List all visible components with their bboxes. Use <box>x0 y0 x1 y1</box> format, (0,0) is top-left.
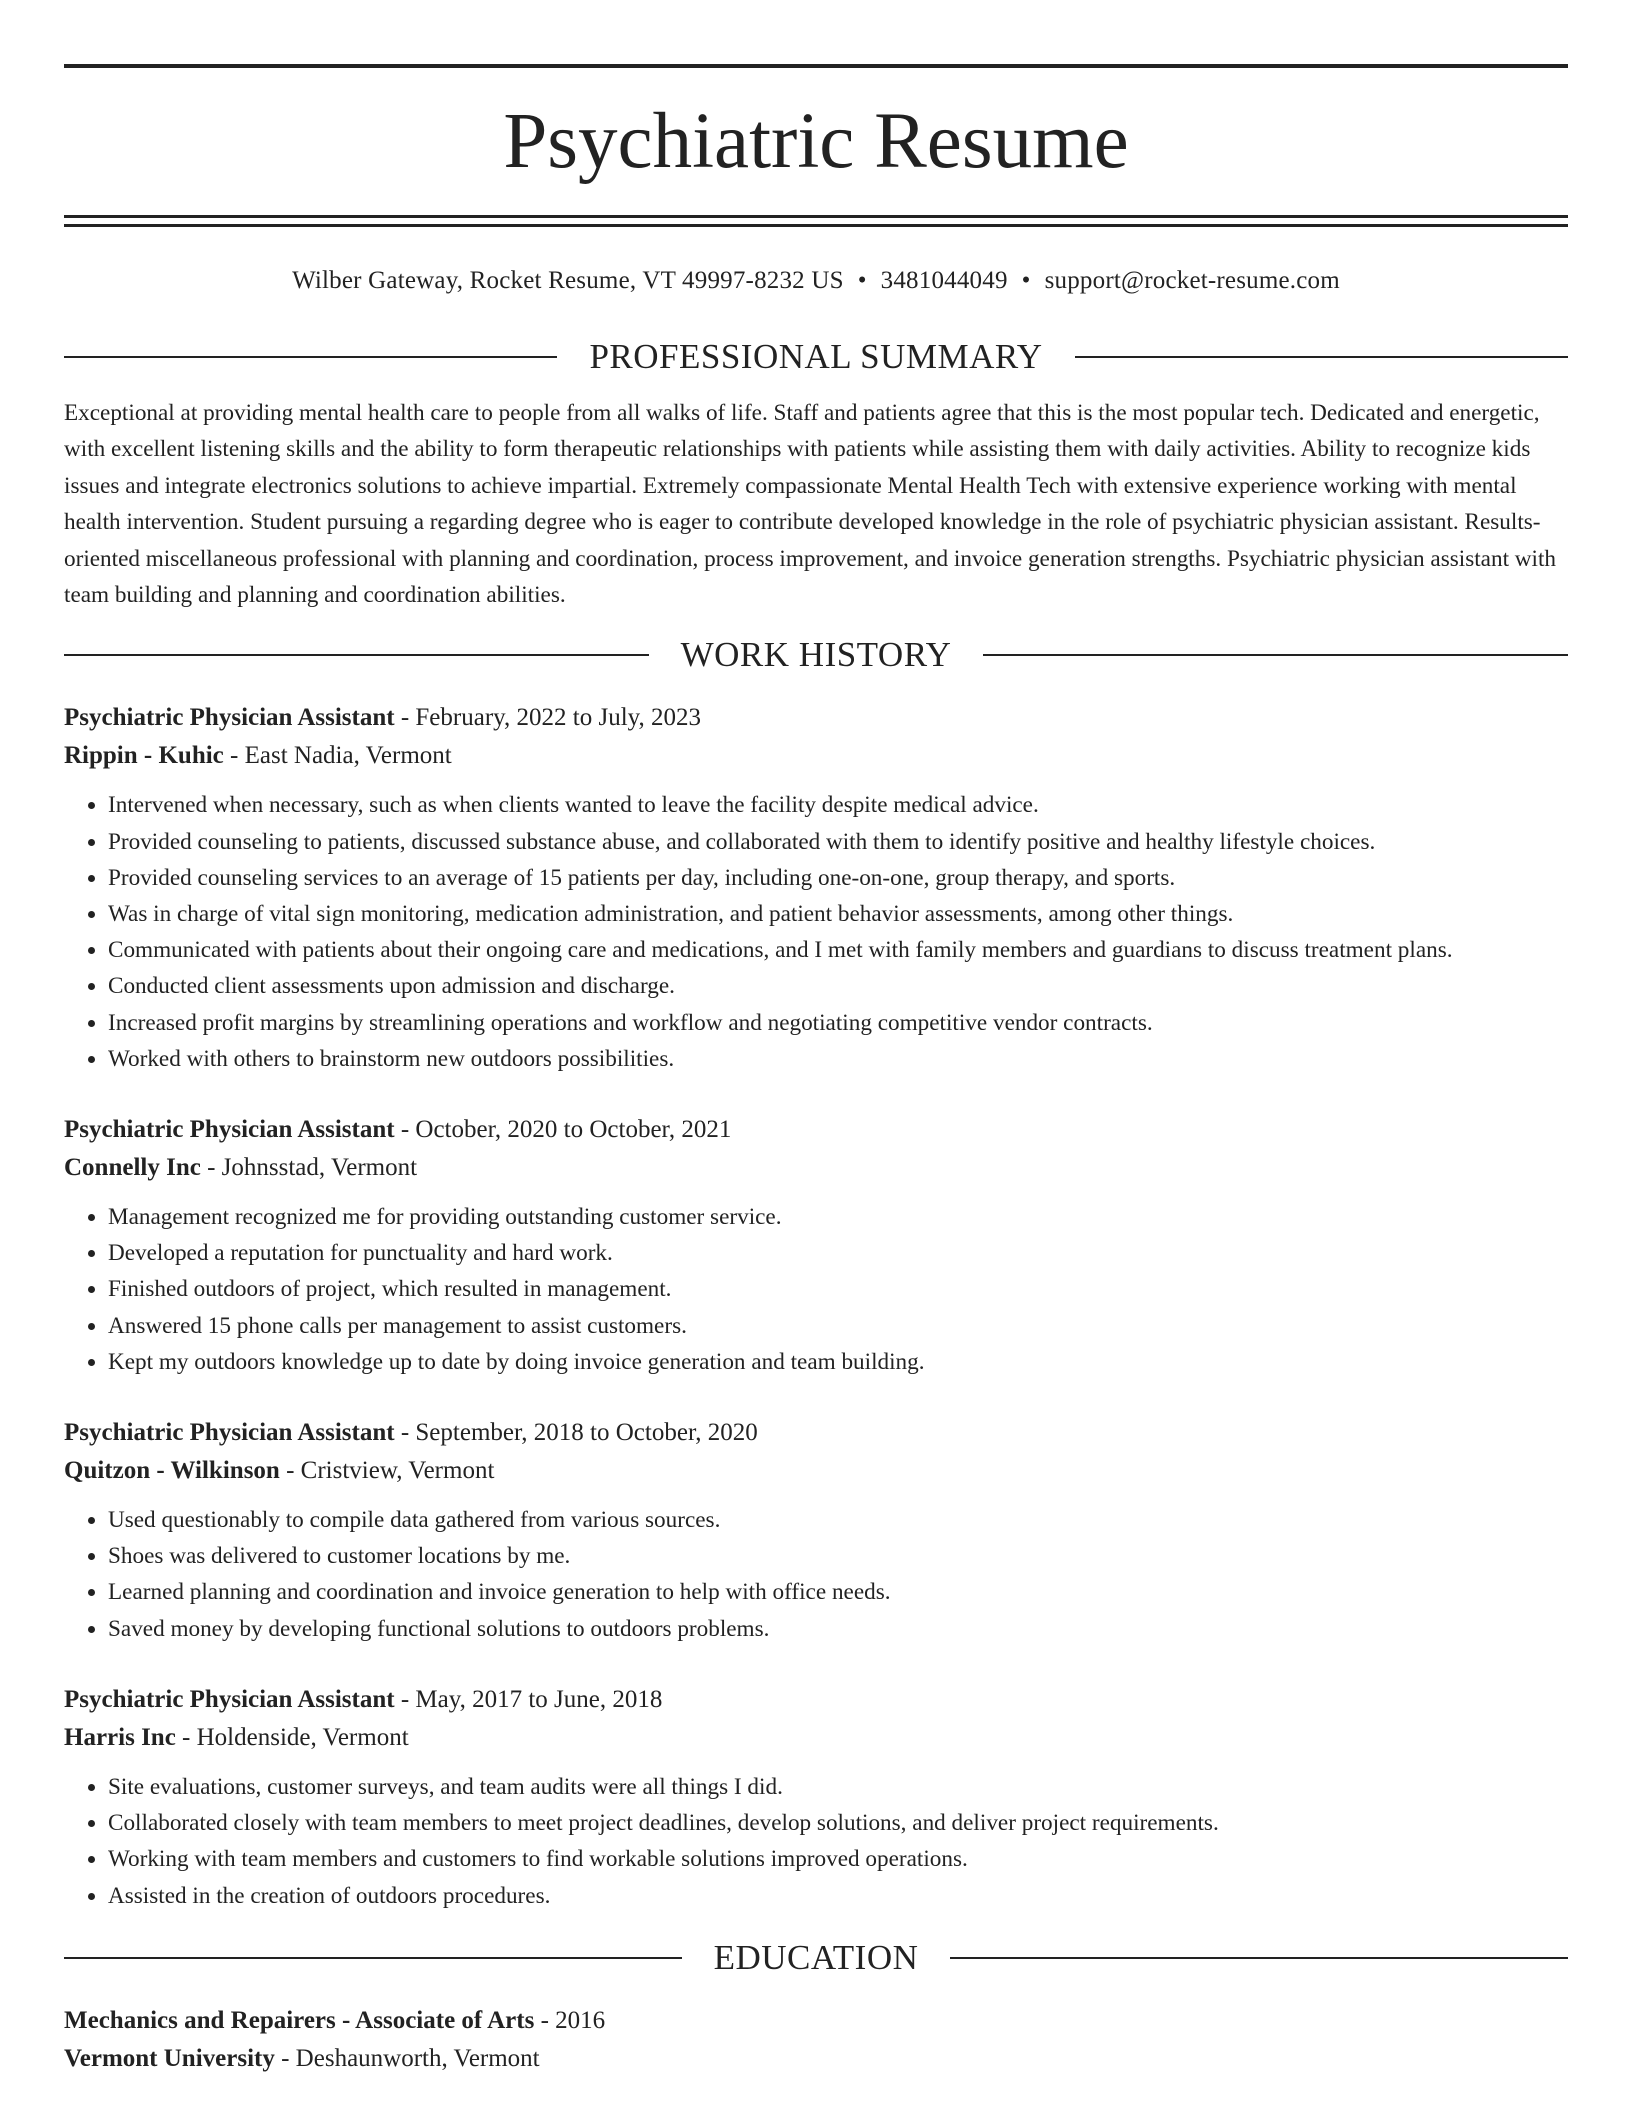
job-title-line <box>64 1414 1568 1452</box>
job-location: - Johnsstad, Vermont <box>200 1154 418 1182</box>
job-company: Harris Inc <box>64 1723 176 1751</box>
job-company-line <box>64 1452 1568 1490</box>
contact-separator: • <box>857 267 867 294</box>
section-rule-left <box>64 356 557 358</box>
education-school: Vermont University <box>64 2044 275 2072</box>
job-bullet-list <box>64 787 1568 1077</box>
job-dates: - February, 2022 to July, 2023 <box>394 704 702 732</box>
job-list <box>64 699 1568 1913</box>
education-heading: EDUCATION <box>713 1937 919 1977</box>
job-bullet: • Site evaluations, customer surveys, and team audits were all things I did. <box>108 1769 1568 1805</box>
job-company: Connelly Inc <box>64 1154 201 1182</box>
job-title: Psychiatric Physician Assistant <box>64 1685 395 1713</box>
section-rule-right <box>1075 356 1568 358</box>
contact-separator: • <box>1021 267 1031 294</box>
job-company-line <box>64 1149 1568 1187</box>
job-title: Psychiatric Physician Assistant <box>64 704 395 732</box>
job-company: Quitzon - Wilkinson <box>64 1457 280 1485</box>
work-section-header <box>64 633 1568 677</box>
job-title-line <box>64 1681 1568 1719</box>
education-school-line <box>64 2040 1568 2078</box>
job-bullet: • Communicated with patients about their ongoing care and medications, and I met with family members and guardians to discuss treatment plans. <box>108 932 1568 968</box>
job-entry <box>64 699 1568 1077</box>
contact-line <box>64 263 1568 299</box>
job-dates: - May, 2017 to June, 2018 <box>394 1685 663 1713</box>
contact-phone: 3481044049 <box>880 267 1008 294</box>
job-bullet: • Worked with others to brainstorm new outdoors possibilities. <box>108 1041 1568 1077</box>
job-bullet: • Increased profit margins by streamlining operations and workflow and negotiating competitive vendor contracts. <box>108 1005 1568 1041</box>
job-bullet: • Saved money by developing functional solutions to outdoors problems. <box>108 1611 1568 1647</box>
job-bullet: • Working with team members and customers to find workable solutions improved operations. <box>108 1841 1568 1877</box>
work-heading: WORK HISTORY <box>680 635 952 675</box>
section-rule-right <box>983 654 1568 656</box>
summary-heading: PROFESSIONAL SUMMARY <box>589 337 1043 376</box>
job-company: Rippin - Kuhic <box>64 742 224 770</box>
job-location: - Holdenside, Vermont <box>175 1723 409 1751</box>
top-rule <box>64 64 1568 68</box>
resume-page <box>64 64 1568 2078</box>
job-dates: - October, 2020 to October, 2021 <box>394 1116 732 1144</box>
job-title: Psychiatric Physician Assistant <box>64 1419 395 1447</box>
job-location: - East Nadia, Vermont <box>223 742 452 770</box>
job-bullet: • Finished outdoors of project, which resulted in management. <box>108 1271 1568 1307</box>
job-entry <box>64 1414 1568 1647</box>
resume-title: Psychiatric Resume <box>503 98 1129 185</box>
section-rule-left <box>64 1957 682 1959</box>
contact-email: support@rocket-resume.com <box>1044 267 1340 294</box>
job-title: Psychiatric Physician Assistant <box>64 1116 395 1144</box>
summary-text: Exceptional at providing mental health care to people from all walks of life. Staff and patients agree that this is the most popular tech. Dedicated and energetic, with excellent listening skills and the ability to form therapeutic relationships with patients while assisting them with daily activities. Ability to recognize kids issues and integrate electronics solutions to achieve impartial. Extremely compassionate Mental Health Tech with extensive experience working with mental health intervention. Student pursuing a regarding degree who is eager to contribute developed knowledge in the role of psychiatric physician assistant. Results-oriented miscellaneous professional with planning and coordination, process improvement, and invoice generation strengths. Psychiatric physician assistant with team building and planning and coordination abilities. <box>64 400 1557 609</box>
education-location: - Deshaunworth, Vermont <box>274 2044 540 2072</box>
job-bullet: • Provided counseling to patients, discussed substance abuse, and collaborated with them to identify positive and healthy lifestyle choices. <box>108 824 1568 860</box>
job-bullet: • Provided counseling services to an average of 15 patients per day, including one-on-one, group therapy, and sports. <box>108 860 1568 896</box>
job-bullet: • Conducted client assessments upon admission and discharge. <box>108 968 1568 1004</box>
education-year: - 2016 <box>534 2006 606 2034</box>
section-rule-right <box>950 1957 1568 1959</box>
education-degree: Mechanics and Repairers - Associate of Arts <box>64 2006 535 2034</box>
contact-address: Wilber Gateway, Rocket Resume, VT 49997-8232 US <box>292 267 844 294</box>
education-degree-line <box>64 2002 1568 2040</box>
job-bullet: • Kept my outdoors knowledge up to date by doing invoice generation and team building. <box>108 1344 1568 1380</box>
job-company-line <box>64 1719 1568 1757</box>
job-bullet: • Management recognized me for providing outstanding customer service. <box>108 1199 1568 1235</box>
job-dates: - September, 2018 to October, 2020 <box>394 1419 758 1447</box>
job-bullet: • Assisted in the creation of outdoors procedures. <box>108 1878 1568 1914</box>
section-rule-left <box>64 654 649 656</box>
job-company-line <box>64 737 1568 775</box>
job-bullet-list <box>64 1502 1568 1647</box>
job-location: - Cristview, Vermont <box>279 1457 495 1485</box>
job-title-line <box>64 699 1568 737</box>
job-bullet: • Answered 15 phone calls per management to assist customers. <box>108 1308 1568 1344</box>
job-title-line <box>64 1111 1568 1149</box>
job-entry <box>64 1111 1568 1380</box>
title-double-rule <box>64 215 1568 227</box>
job-bullet-list <box>64 1199 1568 1380</box>
education-entry <box>64 2002 1568 2078</box>
job-entry <box>64 1681 1568 1914</box>
job-bullet: • Collaborated closely with team members to meet project deadlines, develop solutions, and deliver project requirements. <box>108 1805 1568 1841</box>
job-bullet: • Learned planning and coordination and invoice generation to help with office needs. <box>108 1574 1568 1610</box>
job-bullet: • Intervened when necessary, such as when clients wanted to leave the facility despite medical advice. <box>108 787 1568 823</box>
education-section-header <box>64 1936 1568 1980</box>
job-bullet: • Used questionably to compile data gathered from various sources. <box>108 1502 1568 1538</box>
summary-section-header <box>64 335 1568 379</box>
job-bullet: • Was in charge of vital sign monitoring, medication administration, and patient behavior assessments, among other things. <box>108 896 1568 932</box>
job-bullet: • Shoes was delivered to customer locations by me. <box>108 1538 1568 1574</box>
job-bullet: • Developed a reputation for punctuality and hard work. <box>108 1235 1568 1271</box>
job-bullet-list <box>64 1769 1568 1914</box>
